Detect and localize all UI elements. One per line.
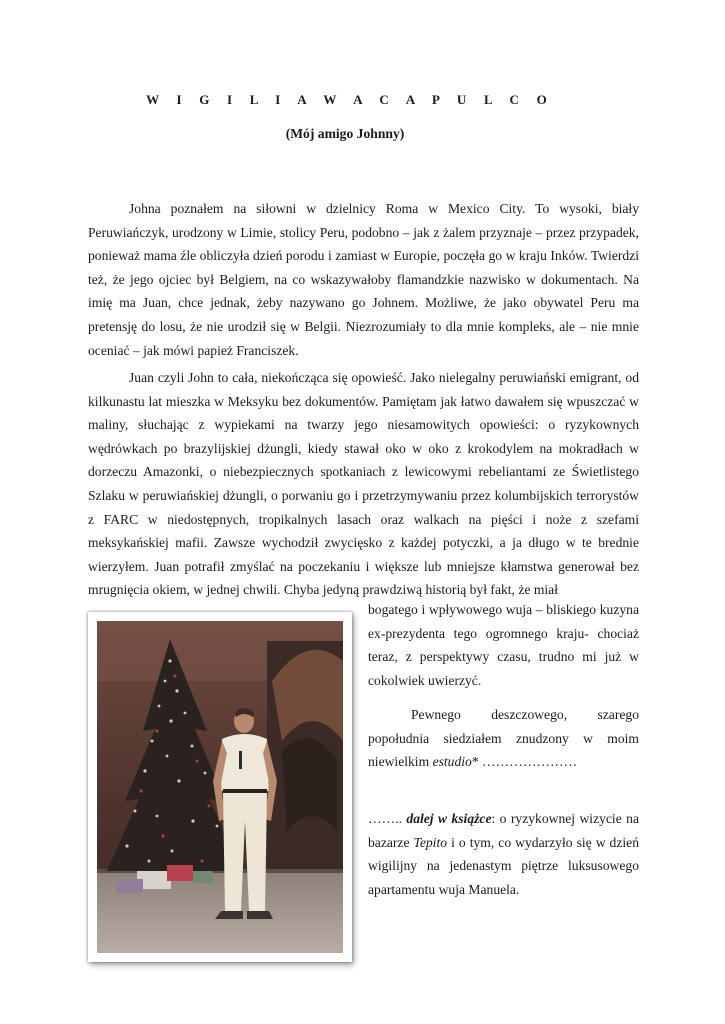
- christmas-tree-photo-icon: [97, 621, 343, 953]
- side-paragraph-continuation: bogatego i wpływowego wuja – bliskiego kuzyna ex-prezydenta tego ogromnego kraju- chociaż teraz, z perspektywy czasu, trudno mi już w cokolwiek uwierzyć.: [368, 602, 639, 688]
- page-title: W I G I L I A W A C A P U L C O: [146, 92, 554, 107]
- paragraph-3-emphasis: estudio: [432, 754, 472, 770]
- continued-dots: ……..: [368, 811, 407, 826]
- paragraph-3-text: Pewnego deszczowego, szarego popołudnia siedziałem znudzony w moim niewielkim: [368, 707, 639, 770]
- paragraph-1: Johna poznałem na siłowni w dzielnicy Roma w Mexico City. To wysoki, biały Peruwiańczyk, urodzony w Limie, stolicy Peru, podobno – jak z żalem przyznaje – przez przypadek, ponieważ mama źle obliczyła dzień porodu i zamiast w Europie, poczęła go w kraju Inków. Twierdzi też, że jego ojciec był Belgiem, na co wskazywałoby flamandzkie nazwisko w dokumentach. Na imię ma Juan, chce jednak, żeby nazywano go Johnem. Możliwe, że jako obywatel Peru ma pretensję do losu, że nie urodził się w Belgii. Niezrozumiały to dla mnie kompleks, ale – nie mnie oceniać – jak mówi papież Franciszek.: [88, 201, 639, 358]
- page-subtitle: (Mój amigo Johnny): [285, 126, 405, 141]
- paragraph-3-ellipsis: * …………………: [471, 754, 578, 770]
- paragraph-3: [368, 703, 639, 774]
- continued-emphasis: Tepito: [413, 834, 448, 850]
- continued-in-book-note: [368, 807, 639, 901]
- photo-frame: [88, 612, 352, 962]
- paragraph-2: Juan czyli John to cała, niekończąca się opowieść. Jako nielegalny peruwiański emigrant, od kilkunastu lat mieszka w Meksyku bez dokumentów. Pamiętam jak łatwo dawałem się wpuszczać w maliny, słuchając z wypiekami na twarzy jego niesamowitych opowieści: o ryzykownych wędrówkach po brazylijskiej dżungli, kiedy stawał oko w oko z krokodylem na mokradłach w dorzeczu Amazonki, o niebezpiecznych spotkaniach z lewicowymi rebeliantami ze Świetlistego Szlaku w peruwiańskiej dżungli, o porwaniu go i przetrzymywaniu przez kolumbijskich terrorystów z FARC w niedostępnych, tropikalnych lasach oraz walkach na pięści i noże z szefami meksykańskiej mafii. Zawsze wychodził zwycięsko z każdej potyczki, a ja długo w te brednie wierzyłem. Juan potrafił zmyślać na poczekaniu i większe lub mniejsze kłamstwa generował bez mrugnięcia okiem, w jednej chwili. Chyba jedyną prawdziwą historią był fakt, że miał: [88, 370, 639, 598]
- christmas-tree-photo: [97, 621, 343, 953]
- continued-label: dalej w książce: [406, 811, 492, 826]
- continued-text: : o ryzykownej wizycie na bazarze: [368, 811, 639, 850]
- continued-text-end: i o tym, co wydarzyło się w dzień wigilijny na jedenastym piętrze luksusowego apartamentu wuja Manuela.: [368, 834, 639, 897]
